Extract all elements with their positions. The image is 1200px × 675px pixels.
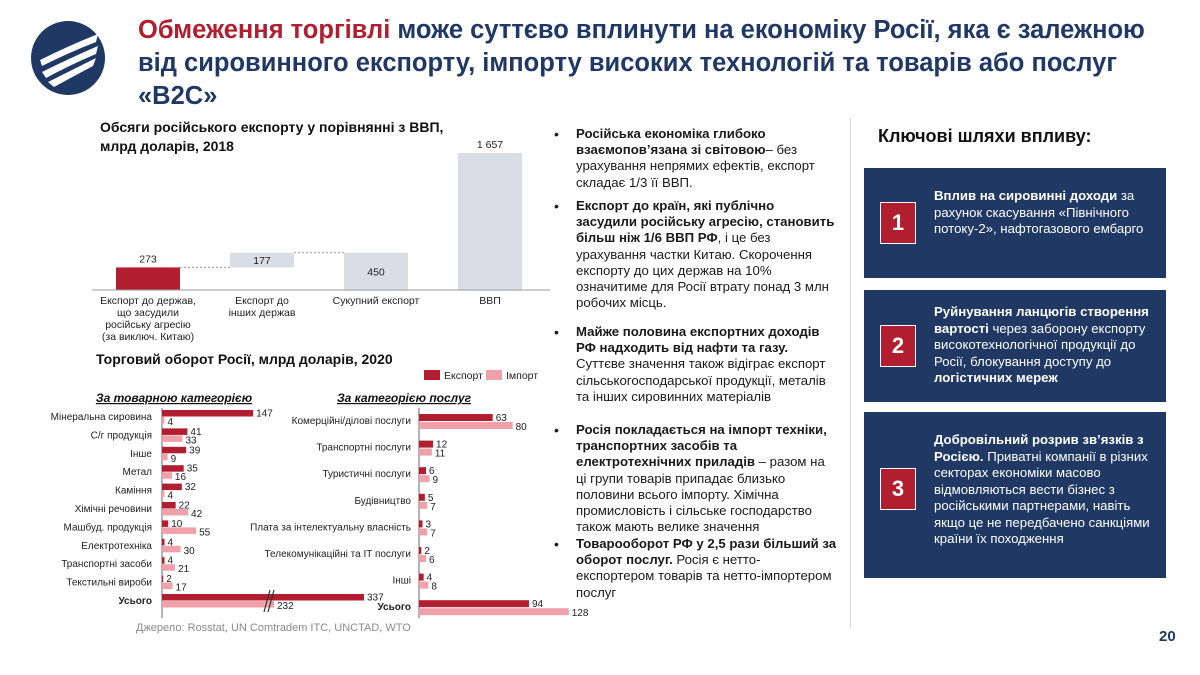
goods-export-bar-7: [162, 520, 168, 527]
services-export-value-8: 94: [531, 599, 544, 611]
services-category-label-7: Інші: [392, 575, 411, 587]
services-category-label-2: Транспортні послуги: [316, 442, 411, 454]
goods-export-value-3: 39: [189, 445, 201, 457]
goods-import-value-2: 33: [185, 435, 197, 447]
goods-export-bar-10: [162, 576, 163, 583]
key-paths-title: Ключові шляхи впливу:: [878, 126, 1092, 146]
services-export-bar-4: [419, 494, 425, 501]
impact-2-bold2: логістичних мереж: [934, 370, 1058, 385]
services-export-value-5: 3: [425, 519, 432, 531]
legend-import-swatch: [486, 370, 502, 380]
bullet-4-bold: Росія покладається на імпорт техніки, транспортних засобів та електротехнічних приладів: [576, 422, 827, 470]
bullet-3-text: Суттєве значення також відіграє експорт сільськогосподарської продукції, металів та інших сировинних матеріалів: [576, 356, 826, 404]
services-import-bar-4: [419, 502, 427, 509]
export-category-label-1-3: російську агресію: [105, 319, 191, 331]
services-export-bar-6: [419, 547, 421, 554]
impact-2-text: через заборону експорту високотехнологічної продукції до Росії, блокування доступу до: [934, 320, 1146, 369]
services-import-value-2: 11: [434, 448, 446, 460]
goods-export-value-1: 147: [256, 408, 273, 420]
bullet-5-text: Росія є нетто-експортером товарів та нетто-імпортером послуг: [576, 552, 832, 600]
goods-panel-subtitle: За товарною категорією: [95, 391, 253, 405]
goods-category-label-4: Метал: [122, 467, 152, 479]
services-import-bar-8: [419, 608, 569, 615]
services-export-bar-5: [419, 520, 423, 527]
goods-export-bar-9: [162, 557, 164, 564]
goods-export-value-6: 22: [178, 500, 190, 512]
services-category-label-5: Плата за інтелектуальну власність: [250, 522, 411, 534]
goods-export-value-7: 10: [171, 518, 183, 530]
goods-import-bar-11: [162, 601, 274, 608]
services-import-value-1: 80: [515, 422, 527, 433]
impact-2-bold: Руйнування ланцюгів створення вартості: [934, 304, 1149, 336]
services-import-value-8: 128: [571, 608, 589, 620]
goods-import-value-10: 17: [175, 582, 187, 594]
services-export-bar-3: [419, 467, 426, 474]
goods-category-label-1: Мінеральна сировина: [50, 412, 152, 423]
goods-export-bar-8: [162, 539, 164, 546]
export-category-label-2-2: інших держав: [228, 307, 296, 319]
goods-category-label-5: Каміння: [115, 485, 152, 497]
goods-import-bar-4: [162, 472, 172, 479]
impact-number-2: 2: [880, 325, 916, 367]
goods-export-bar-2: [162, 428, 187, 435]
services-panel-subtitle: За категорією послуг: [336, 391, 472, 405]
export-category-label-2-1: Експорт до: [235, 295, 289, 307]
goods-category-label-10: Текстильні вироби: [66, 577, 152, 589]
goods-import-value-7: 55: [199, 527, 211, 539]
impact-card-1: [864, 168, 1166, 278]
impact-text-3: [934, 432, 1156, 548]
goods-category-label-11: Усього: [118, 596, 152, 607]
goods-import-bar-3: [162, 454, 168, 461]
trade-chart-title: Торговий оборот Росії, млрд доларів, 2020: [96, 351, 393, 367]
export-value-label-2: 177: [253, 255, 271, 268]
services-import-value-3: 9: [432, 475, 439, 487]
impact-text-2: [934, 304, 1156, 387]
goods-export-value-11: 337: [367, 592, 384, 604]
goods-export-value-2: 41: [190, 426, 202, 438]
goods-import-value-6: 42: [191, 509, 203, 520]
impact-card-2: [864, 290, 1166, 402]
bullet-2-bold: Експорт до країн, які публічно засудили російську агресію, становить більш ніж 1/6 ВВП РФ: [576, 198, 835, 246]
bullet-1-text: – без урахування непрямих ефектів, експорт складає 1/3 її ВВП.: [576, 142, 815, 190]
export-value-label-1: 273: [139, 253, 157, 266]
services-category-label-1: Комерційні/ділові послуги: [291, 416, 411, 427]
goods-import-bar-2: [162, 435, 182, 442]
export-category-label-1-4: (за виключ. Китаю): [101, 331, 195, 343]
export-chart-title: Обсяги російського експорту у порівнянні з ВВП, млрд доларів, 2018: [100, 119, 444, 154]
export-category-label-1-2: що засудили: [116, 307, 180, 319]
goods-export-bar-3: [162, 447, 186, 454]
goods-import-value-4: 16: [174, 472, 187, 484]
impact-3-bold: Добровільний розрив зв’язків з Росією.: [934, 432, 1144, 464]
services-category-label-4: Будівництво: [354, 495, 411, 507]
goods-export-value-8: 4: [167, 537, 174, 549]
goods-category-label-7: Машбуд. продукція: [63, 522, 152, 534]
column-divider: [850, 118, 851, 628]
export-category-label-3-1: Сукупний експорт: [332, 295, 420, 307]
services-category-label-3: Туристичні послуги: [322, 469, 411, 481]
services-export-value-2: 12: [436, 439, 448, 451]
services-export-bar-1: [419, 414, 493, 421]
page-number: 20: [1159, 628, 1176, 645]
export-value-label-3: 450: [367, 266, 385, 279]
bullet-3-bold: Майже половина експортних доходів РФ надходить від нафти та газу.: [576, 324, 820, 356]
goods-import-bar-5: [162, 491, 164, 498]
services-category-label-6: Телекомунікаційні та IT послуги: [264, 549, 411, 560]
export-value-label-4: 1 657: [476, 139, 504, 151]
impact-number-1: 1: [880, 202, 916, 244]
legend-export-swatch: [424, 370, 440, 380]
goods-export-bar-6: [162, 502, 176, 509]
goods-import-value-1: 4: [167, 417, 174, 428]
goods-category-label-6: Хімічні речовини: [74, 504, 152, 515]
bullet-5-bold: Товарооборот РФ у 2,5 рази більший за оборот послуг.: [576, 536, 837, 568]
legend-import-label: Імпорт: [506, 370, 539, 382]
goods-export-value-4: 35: [186, 463, 198, 475]
goods-import-bar-1: [162, 417, 164, 424]
services-export-bar-2: [419, 441, 433, 448]
goods-category-label-9: Транспортні засоби: [61, 559, 152, 571]
goods-export-bar-1: [162, 410, 253, 417]
services-export-value-1: 63: [495, 413, 507, 424]
bullet-item-1: [548, 126, 838, 191]
impact-1-text: за рахунок скасування «Північного потоку-2», нафтогазового ембарго: [934, 188, 1144, 236]
goods-export-bar-5: [162, 484, 182, 491]
goods-export-value-5: 32: [184, 482, 196, 494]
goods-export-value-9: 4: [167, 555, 174, 567]
services-export-value-7: 4: [426, 572, 433, 584]
goods-export-value-10: 2: [166, 574, 172, 586]
goods-import-value-11: 232: [277, 601, 294, 612]
services-import-value-7: 8: [431, 581, 437, 593]
bullet-item-2: [548, 198, 838, 311]
bullet-item-3: [548, 324, 838, 405]
services-export-bar-7: [419, 574, 424, 581]
services-export-value-6: 2: [424, 546, 430, 557]
bullet-4-text: – разом на ці групи товарів припадає близько половини всього імпорту. Хімічна промисловість і сільське господарство також мають велике значення: [576, 454, 825, 535]
page-title-highlight: Обмеження торгівлі: [138, 16, 391, 44]
services-import-value-6: 6: [429, 555, 435, 566]
legend-export-label: Експорт: [444, 370, 483, 382]
source-note: Джерело: Rosstat, UN Comtradem ITC, UNCTAD, WTO: [136, 622, 411, 634]
goods-category-label-3: Інше: [130, 448, 152, 460]
impact-text-1: [934, 188, 1156, 238]
bullet-item-4: [548, 422, 838, 535]
services-export-bar-8: [419, 600, 529, 607]
export-category-label-4-1: ВВП: [479, 295, 501, 307]
goods-category-label-8: Електротехніка: [81, 540, 152, 552]
impact-card-3: [864, 412, 1166, 578]
services-import-bar-3: [419, 475, 430, 482]
bullet-1-bold: Російська економіка глибоко взаємопов’язана зі світовою: [576, 126, 766, 158]
impact-1-bold: Вплив на сировинні доходи: [934, 188, 1118, 203]
bullet-item-5: [548, 536, 838, 601]
goods-import-value-9: 21: [178, 564, 190, 576]
impact-number-3: 3: [880, 468, 916, 510]
goods-export-bar-11: [162, 594, 364, 601]
goods-category-label-2: С/г продукція: [90, 430, 152, 442]
services-export-value-4: 5: [427, 492, 434, 504]
bullet-2-text: , і це без урахування частки Китаю. Скорочення експорту до цих держав на 10% означитиме для Росії втрату понад 3 млн робочих місць.: [576, 230, 829, 311]
services-export-value-3: 6: [429, 466, 435, 478]
export-category-label-1-1: Експорт до держав,: [100, 295, 196, 307]
goods-export-bar-4: [162, 465, 184, 472]
page-title-rest: може суттєво вплинути на економіку Росії, яка є залежною від сировинного експорту, імпорту високих технологій та товарів або послуг «B2C»: [138, 16, 1145, 110]
services-import-bar-2: [419, 449, 432, 456]
goods-import-value-3: 9: [170, 453, 177, 465]
goods-import-value-8: 30: [183, 545, 195, 557]
services-import-value-4: 7: [430, 501, 436, 513]
services-import-value-5: 7: [430, 528, 436, 540]
goods-import-value-5: 4: [167, 490, 174, 502]
services-category-label-8: Усього: [377, 602, 411, 614]
impact-3-text: Приватні компанії в різних секторах економіки масово відмовляються вести бізнес з російськими партнерами, навіть якщо це не передбачено санкціями країни їх походження: [934, 448, 1150, 546]
